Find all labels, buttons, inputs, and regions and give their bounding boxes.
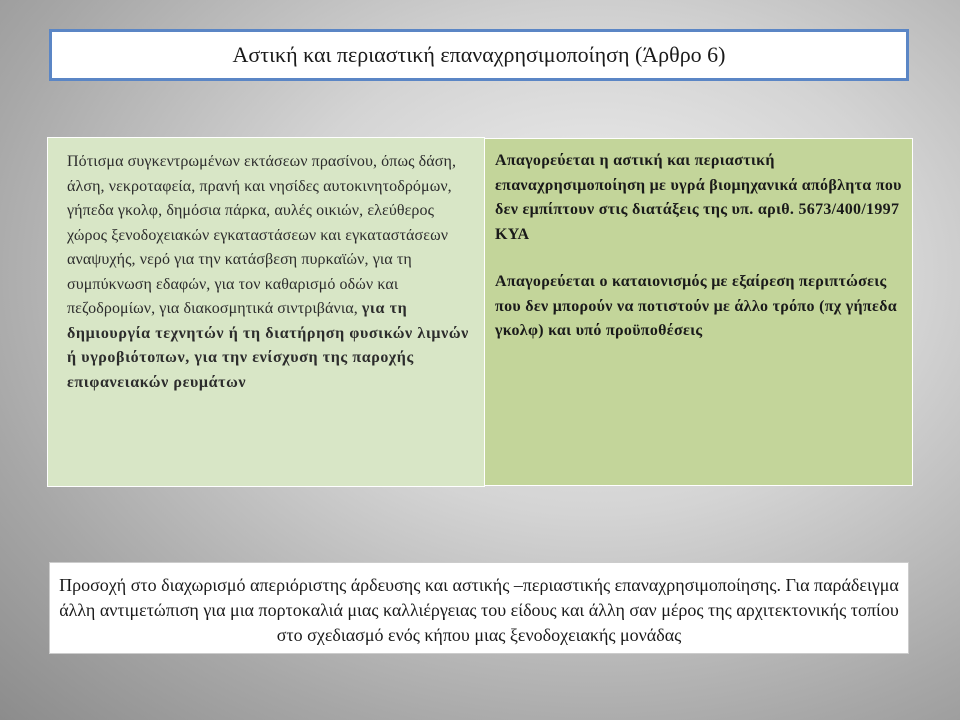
uses-text-bold: για τη δημιουργία τεχνητών ή τη διατήρηση φυσικών λιμνών ή υγροβιότοπων, για την ενίσχυση της παροχής επιφανειακών ρευμάτων — [67, 300, 469, 391]
note-box — [49, 562, 909, 654]
uses-panel — [47, 137, 485, 487]
note-text: Προσοχή στο διαχωρισμό απεριόριστης άρδευσης και αστικής –περιαστικής επαναχρησιμοποίησης. Για παράδειγμα άλλη αντιμετώπιση για μια πορτοκαλιά μιας καλλιέργειας του είδους και άλλη σαν μέρος της αρχιτεκτονικής τοπίου στο σχεδιασμό ενός κήπου μιας ξενοδοχειακής μονάδας — [59, 575, 899, 645]
restrictions-panel — [484, 138, 913, 486]
slide-title-text: Αστική και περιαστική επαναχρησιμοποίηση (Άρθρο 6) — [232, 42, 726, 67]
restriction-sprinkler: Απαγορεύεται ο καταιονισμός με εξαίρεση περιπτώσεις που δεν μπορούν να ποτιστούν με άλλο τρόπο (πχ γήπεδα γκολφ) και υπό προϋποθέσεις — [495, 273, 897, 339]
slide-title — [49, 29, 909, 81]
uses-text-plain: Πότισμα συγκεντρωμένων εκτάσεων πρασίνου, όπως δάση, άλση, νεκροταφεία, πρανή και νησίδες αυτοκινητοδρόμων, γήπεδα γκολφ, δημόσια πάρκα, αυλές οικιών, ελεύθερος χώρος ξενοδοχειακών εγκαταστάσεων και εγκαταστάσεων αναψυχής, νερό για την κατάσβεση πυρκαϊών, για τη συμπύκνωση εδαφών, για τον καθαρισμό οδών και πεζοδρομίων, για διακοσμητικά σιντριβάνια, — [67, 153, 457, 317]
restriction-industrial: Απαγορεύεται η αστική και περιαστική επαναχρησιμοποίηση με υγρά βιομηχανικά απόβλητα που δεν εμπίπτουν στις διατάξεις της υπ. αριθ. 5673/400/1997 ΚΥΑ — [495, 152, 902, 243]
